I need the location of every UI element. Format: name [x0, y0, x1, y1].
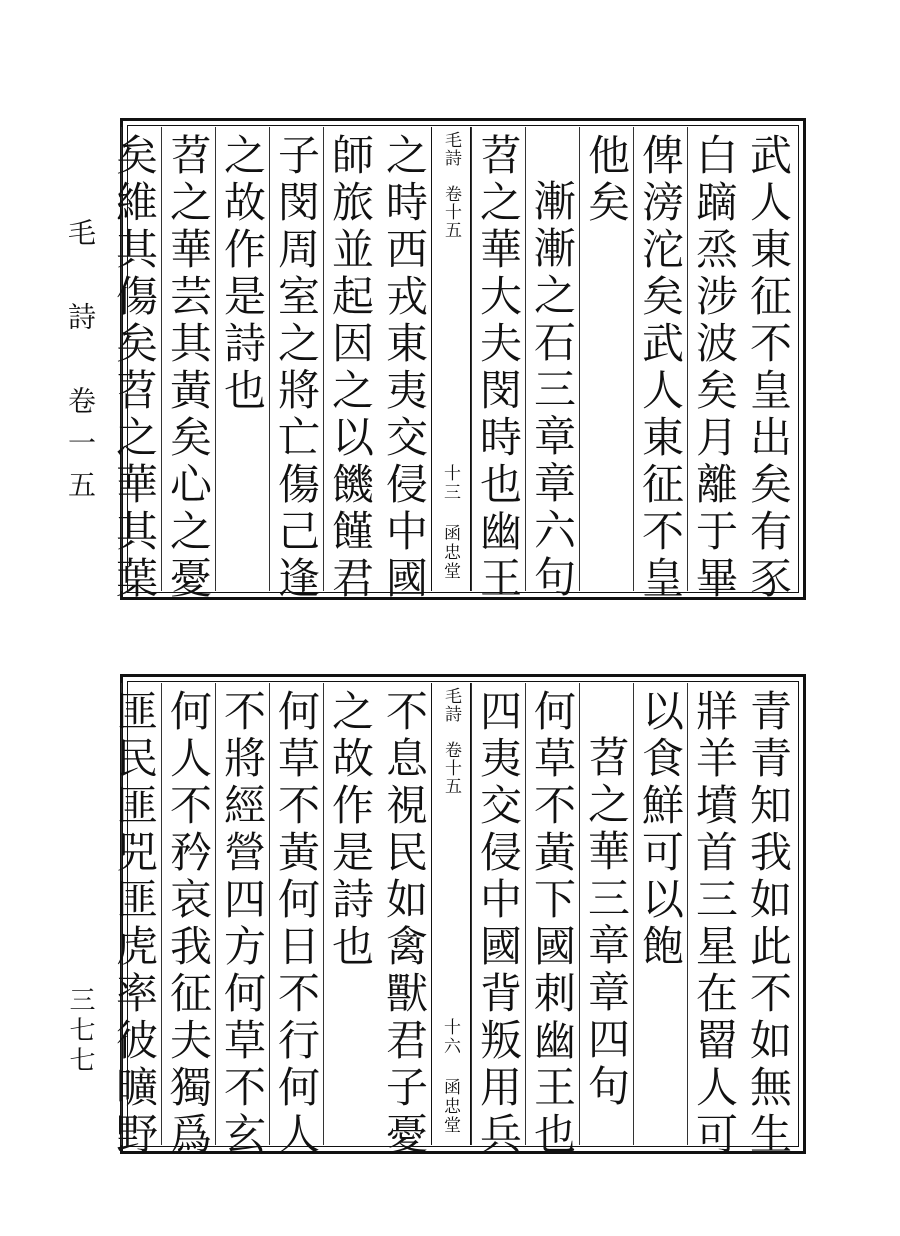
top-folio: [110, 118, 806, 603]
text-column: 何人不矜哀我征夫獨爲: [161, 683, 215, 1145]
bottom-folio: [110, 674, 806, 1159]
text-column: 苕之華芸其黃矣心之憂: [161, 127, 215, 591]
text-column: 白蹢烝涉波矣月離于畢: [687, 127, 741, 591]
text-column: 俾滂沱矣武人東征不皇: [633, 127, 687, 591]
poem-end-note: 苕之華三章章四句: [579, 683, 633, 1145]
center-fold-margin: [431, 683, 471, 1145]
text-column: 何草不黃何日不行何人: [269, 683, 323, 1145]
text-column: 之時西戎東夷交侵中國: [380, 133, 429, 603]
text-column: 苕之華大夫閔時也幽王: [471, 127, 525, 591]
text-column: 他矣: [579, 127, 633, 591]
running-title: 毛 詩 卷一五: [64, 218, 97, 512]
text-column: 不息視民如禽獸君子憂: [380, 689, 429, 1159]
fold-book-title: 毛詩: [441, 687, 461, 723]
fold-volume: 卷十五: [441, 741, 461, 795]
text-column: 矣維其傷矣苕之華其葉: [121, 127, 161, 591]
fold-volume: 卷十五: [441, 185, 461, 239]
text-column: 不將經營四方何草不玄: [215, 683, 269, 1145]
text-column: 四夷交侵中國背叛用兵: [471, 683, 525, 1145]
poem-end-note: 漸漸之石三章章六句: [525, 127, 579, 591]
text-column: 武人東征不皇出矣有豕: [744, 133, 793, 603]
fold-book-title: 毛詩: [441, 131, 461, 167]
text-column: 以食鮮可以飽: [633, 683, 687, 1145]
fold-publisher: 十六 函忠堂: [440, 1018, 460, 1135]
fold-title: [432, 687, 470, 795]
fold-publisher: 十三 函忠堂: [440, 464, 460, 581]
text-column: 師旅並起因之以饑饉君: [323, 127, 377, 591]
center-fold-margin: [431, 127, 471, 591]
text-column: 牂羊墳首三星在罶人可: [687, 683, 741, 1145]
fold-title: [432, 131, 470, 239]
text-column: 之故作是詩也: [215, 127, 269, 591]
text-column: 子閔周室之將亡傷己逢: [269, 127, 323, 591]
text-column: 匪民匪兕匪虎率彼曠野: [121, 683, 161, 1145]
text-column: 青青知我如此不如無生: [744, 689, 793, 1159]
text-column: 之故作是詩也: [323, 683, 377, 1145]
page-number: 三七七: [65, 986, 95, 1076]
text-column: 何草不黃下國刺幽王也: [525, 683, 579, 1145]
